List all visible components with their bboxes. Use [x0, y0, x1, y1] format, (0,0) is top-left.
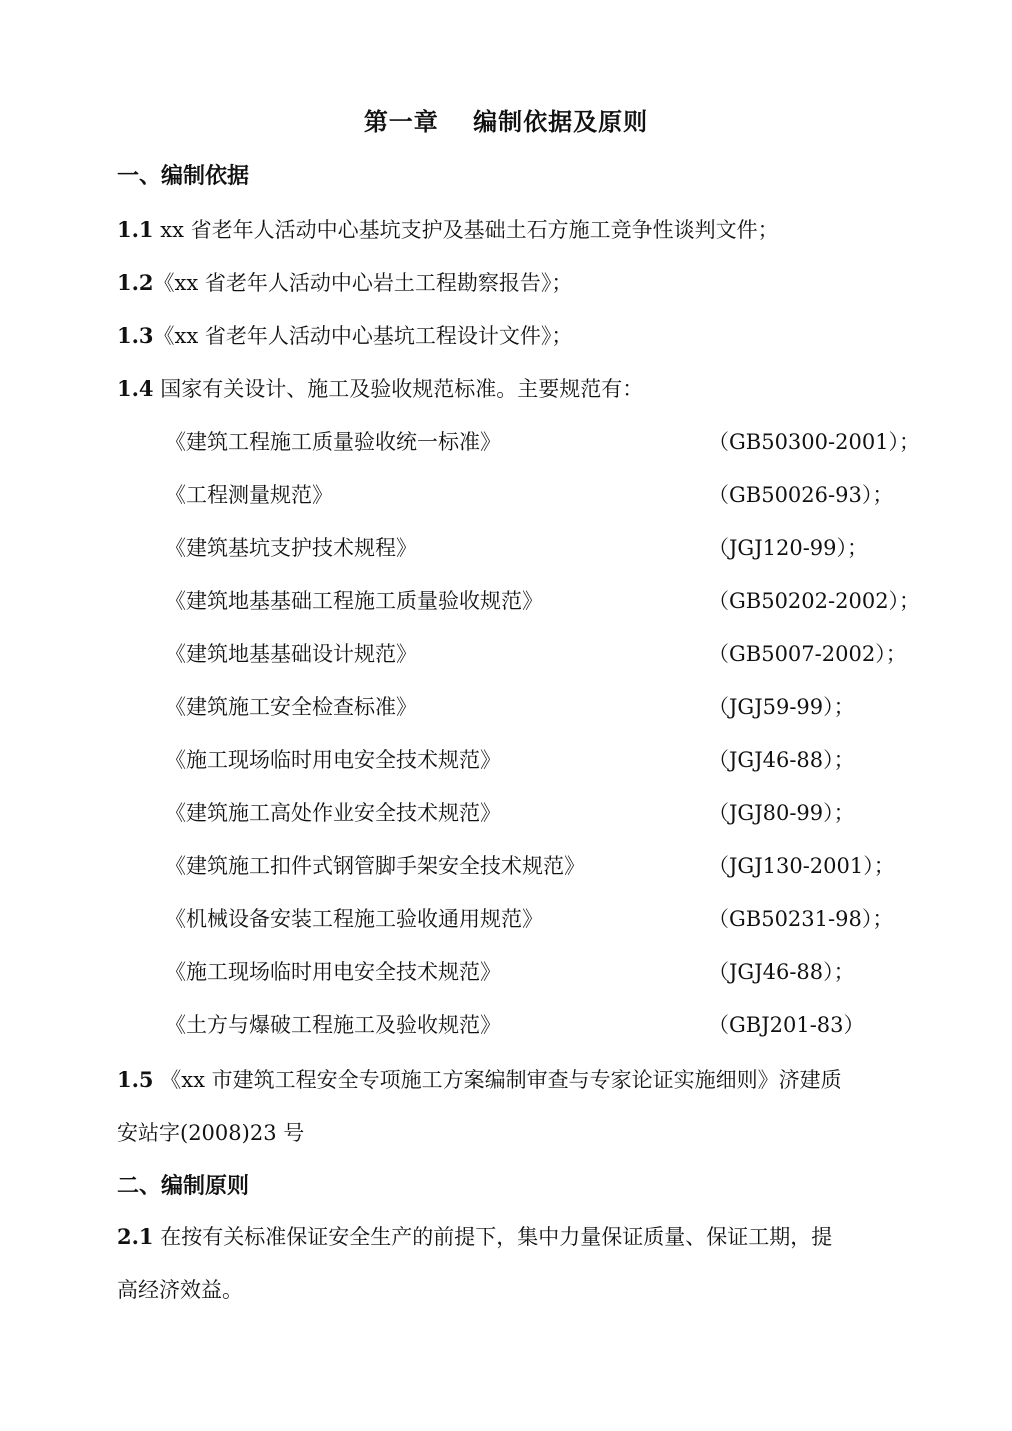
- item-1-3: [117, 322, 572, 350]
- standard-name: 《建筑地基基础工程施工质量验收规范》: [165, 589, 543, 613]
- standard-name: 《建筑地基基础设计规范》: [165, 642, 417, 666]
- standard-code: （GB5007-2002）；: [708, 642, 907, 666]
- standard-code: （JGJ120-99）；: [708, 536, 869, 560]
- item-1-1: [117, 216, 779, 244]
- item-number: 1.1: [117, 217, 154, 242]
- item-number: 1.3: [117, 323, 154, 348]
- item-1-2: [117, 269, 572, 297]
- standard-code: （JGJ46-88）；: [708, 748, 855, 772]
- item-text: 国家有关设计、施工及验收规范标准。主要规范有：: [160, 377, 644, 401]
- item-2-1-continuation: 高经济效益。: [117, 1278, 243, 1302]
- standard-code: （JGJ59-99）；: [708, 695, 855, 719]
- item-1-5: [117, 1066, 842, 1094]
- standard-name: 《建筑工程施工质量验收统一标准》: [165, 430, 501, 454]
- standard-code: （GBJ201-83）: [708, 1013, 865, 1037]
- item-number: 1.5: [117, 1067, 154, 1092]
- standard-name: 《工程测量规范》: [165, 483, 333, 507]
- item-text: 《xx 市建筑工程安全专项施工方案编制审查与专家论证实施细则》济建质: [160, 1068, 842, 1092]
- standard-name: 《建筑基坑支护技术规程》: [165, 536, 417, 560]
- item-number: 2.1: [117, 1224, 154, 1249]
- chapter-title: 第一章 编制依据及原则: [363, 107, 649, 136]
- section-heading-principles: 二、编制原则: [117, 1173, 250, 1199]
- standard-code: （JGJ130-2001）；: [708, 854, 895, 878]
- standard-code: （JGJ46-88）；: [708, 960, 855, 984]
- standard-name: 《建筑施工扣件式钢管脚手架安全技术规范》: [165, 854, 585, 878]
- item-2-1: [117, 1223, 832, 1251]
- standard-code: （GB50026-93）；: [708, 483, 894, 507]
- standard-name: 《机械设备安装工程施工验收通用规范》: [165, 907, 543, 931]
- standard-name: 《建筑施工安全检查标准》: [165, 695, 417, 719]
- standard-name: 《建筑施工高处作业安全技术规范》: [165, 801, 501, 825]
- item-number: 1.2: [117, 270, 154, 295]
- item-text: xx 省老年人活动中心基坑支护及基础土石方施工竞争性谈判文件；: [160, 218, 779, 242]
- item-number: 1.4: [117, 376, 154, 401]
- item-text: 在按有关标准保证安全生产的前提下，集中力量保证质量、保证工期，提: [160, 1225, 833, 1249]
- item-1-5-continuation: 安站字(2008)23 号: [117, 1121, 305, 1145]
- standard-code: （GB50300-2001）；: [708, 430, 921, 454]
- standard-name: 《土方与爆破工程施工及验收规范》: [165, 1013, 501, 1037]
- standard-code: （GB50202-2002）；: [708, 589, 921, 613]
- section-heading-basis: 一、编制依据: [117, 163, 250, 189]
- standard-code: （GB50231-98）；: [708, 907, 894, 931]
- item-text: 《xx 省老年人活动中心基坑工程设计文件》；: [153, 324, 573, 348]
- standard-code: （JGJ80-99）；: [708, 801, 855, 825]
- standard-name: 《施工现场临时用电安全技术规范》: [165, 960, 501, 984]
- standard-name: 《施工现场临时用电安全技术规范》: [165, 748, 501, 772]
- item-text: 《xx 省老年人活动中心岩土工程勘察报告》；: [153, 271, 573, 295]
- item-1-4: [117, 375, 643, 403]
